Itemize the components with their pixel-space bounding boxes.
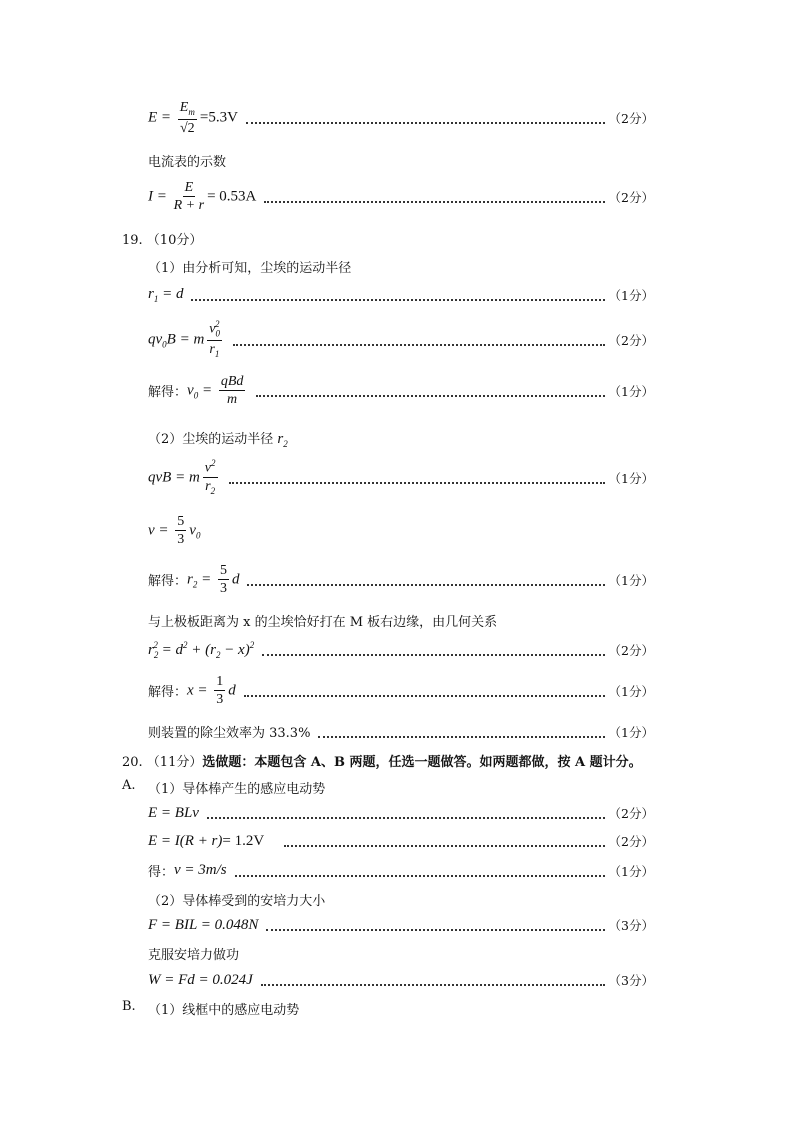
q19-header: 19. （10分）	[122, 233, 203, 248]
eq-E: E = $\frac{E_m}{√2}$ =5.3V	[148, 100, 238, 136]
points: （1分）	[608, 288, 654, 303]
points: （3分）	[608, 918, 654, 933]
points: （2分）	[608, 111, 654, 127]
eq-v0: $v_0$ = $\frac{\text{qBd}}{m}$	[187, 374, 244, 408]
eq-F: F = BIL = 0.048N	[148, 916, 259, 933]
eq-line-qv0B	[148, 320, 654, 360]
eq-line-geom	[148, 640, 654, 660]
points: （2分）	[608, 333, 654, 349]
points: （2分）	[608, 643, 654, 658]
eq-IRr: E = I(R + r)= 1.2V	[148, 832, 265, 849]
eq-line-x	[148, 674, 654, 708]
eq-line-I	[148, 180, 654, 214]
eq-line-qvB	[148, 459, 654, 497]
q20-header: 20. （11分）选做题：本题包含 A、B 两题，任选一题做答。如两题都做，按 A 题计分。	[122, 755, 642, 770]
eq-BLv: E = BLv	[148, 804, 199, 821]
got-label: 得：	[148, 865, 175, 880]
eq-line-r1	[148, 286, 654, 304]
eq-v-result: v = 3m/s	[174, 862, 227, 878]
efficiency-line	[148, 722, 654, 741]
eq-r2: $r_2$ = $\frac{5}{3}$ d	[187, 563, 240, 597]
work-label: 克服安培力做功	[148, 948, 240, 963]
option-a-label: A.	[122, 778, 136, 793]
eq-geom: $r_2^2 = d^2 + (r_2 - x)^2$	[148, 640, 255, 660]
option-b-label: B.	[122, 999, 136, 1014]
points: （2分）	[608, 834, 654, 849]
efficiency-text: 则装置的除尘效率为 33.3%	[148, 726, 311, 741]
points: （1分）	[608, 683, 654, 699]
points: （3分）	[608, 973, 654, 988]
solve-label: 解得：	[148, 574, 188, 590]
part2-label: （2）尘埃的运动半径 $r_2$	[148, 431, 288, 449]
eq-line-W	[148, 971, 654, 989]
eq-line-E	[148, 100, 654, 136]
points: （1分）	[608, 470, 654, 486]
eq-line-IRr	[148, 832, 654, 850]
points: （1分）	[608, 724, 654, 740]
eq-v: v = $\frac{5}{3}$ $v_0$	[148, 514, 201, 548]
a2-label: （2）导体棒受到的安培力大小	[148, 894, 326, 909]
eq-r1: $r_1 = d$	[148, 286, 184, 304]
solve-label: 解得：	[148, 685, 188, 701]
points: （1分）	[608, 863, 654, 879]
eq-line-BLv	[148, 804, 654, 822]
part1-label: （1）由分析可知，尘埃的运动半径	[148, 261, 352, 276]
solve-label: 解得：	[148, 385, 188, 401]
eq-qv0B: $qv_0B = m$ $\frac{v_0^2}{r_1}$	[148, 319, 221, 360]
eq-qvB: qvB = m $\frac{v^2}{r_2}$	[148, 458, 216, 496]
points: （1分）	[608, 383, 654, 399]
points: （2分）	[608, 806, 654, 821]
eq-line-v-result	[148, 861, 654, 880]
eq-I: I = $\frac{E}{R + r}$ = 0.53A	[148, 180, 257, 214]
eq-line-r2	[148, 563, 654, 597]
geometry-text: 与上极板距离为 x 的尘埃恰好打在 M 板右边缘，由几何关系	[148, 615, 498, 630]
eq-line-F	[148, 916, 654, 934]
points: （1分）	[608, 572, 654, 588]
current-label: 电流表的示数	[148, 155, 227, 170]
eq-x: x = $\frac{1}{3}$ d	[187, 674, 236, 708]
points: （2分）	[608, 189, 654, 205]
b1-label: （1）线框中的感应电动势	[148, 1003, 300, 1018]
eq-line-v0	[148, 374, 654, 408]
a1-label: （1）导体棒产生的感应电动势	[148, 782, 326, 797]
eq-W: W = Fd = 0.024J	[148, 971, 253, 988]
eq-line-v	[148, 514, 654, 548]
